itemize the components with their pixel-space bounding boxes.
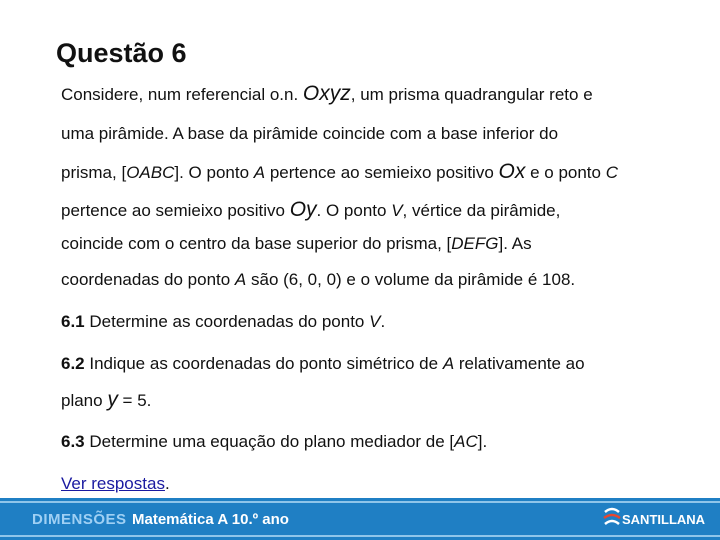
answers-line [61, 474, 170, 494]
math-y: y [107, 388, 118, 411]
text: Considere, num referencial o.n. [61, 85, 303, 104]
text: pertence ao semieixo positivo [61, 201, 290, 220]
footer-bar [0, 498, 720, 540]
page-title: Questão 6 [56, 38, 187, 68]
text: . [380, 312, 386, 331]
text: e o ponto [525, 163, 606, 182]
text: = 5. [117, 391, 152, 410]
math-a: A [253, 163, 266, 182]
footer-stripe [0, 501, 720, 503]
math-v: V [369, 312, 381, 331]
intro-line-3 [61, 160, 618, 184]
text: coordenadas do ponto [61, 270, 235, 289]
math-v: V [391, 201, 403, 220]
math-a: A [442, 354, 455, 373]
text: ]. O ponto [174, 163, 254, 182]
math-defg: DEFG [451, 234, 499, 253]
santillana-logo-icon [601, 506, 623, 530]
text: plano [61, 391, 108, 410]
footer-stripe [0, 535, 720, 537]
math-oabc: OABC [126, 163, 175, 182]
text: são (6, 0, 0) e o volume da pirâmide é 108. [246, 270, 576, 289]
question-6-1 [61, 312, 385, 332]
text: relativamente ao [454, 354, 585, 373]
math-a: A [234, 270, 247, 289]
question-number: 6.3 [61, 432, 85, 451]
text: , um prisma quadrangular reto e [350, 85, 593, 104]
intro-line-5 [61, 234, 532, 254]
text: . [164, 474, 170, 493]
text: ]. [477, 432, 488, 451]
text: uma pirâmide. A base da pirâmide coincide com a base inferior do [61, 124, 559, 143]
math-oxyz: Oxyz [302, 82, 351, 105]
question-6-2-line-2 [61, 388, 151, 412]
question-6-2 [61, 354, 585, 374]
math-oy: Oy [289, 198, 317, 221]
math-ac: AC [454, 432, 478, 451]
answers-link[interactable]: Ver respostas [61, 474, 165, 493]
text: , vértice da pirâmide, [402, 201, 561, 220]
footer-brand: DIMENSÕES [32, 511, 127, 528]
text: pertence ao semieixo positivo [265, 163, 499, 182]
text: Indique as coordenadas do ponto simétrico de [84, 354, 443, 373]
question-6-3 [61, 432, 487, 452]
intro-line-1 [61, 82, 593, 106]
intro-line-4 [61, 198, 560, 222]
intro-line-6 [61, 270, 575, 290]
text: Determine as coordenadas do ponto [84, 312, 370, 331]
math-ox: Ox [498, 160, 526, 183]
text: coincide com o centro da base superior do prisma, [ [61, 234, 452, 253]
intro-line-2 [61, 124, 558, 144]
text: Determine uma equação do plano mediador de [ [84, 432, 455, 451]
text: ]. As [498, 234, 532, 253]
footer-publisher: SANTILLANA [622, 512, 706, 527]
math-c: C [605, 163, 618, 182]
question-number: 6.1 [61, 312, 85, 331]
question-number: 6.2 [61, 354, 85, 373]
footer-subject: Matemática A 10.º ano [132, 511, 289, 528]
text: . O ponto [316, 201, 392, 220]
text: prisma, [ [61, 163, 127, 182]
